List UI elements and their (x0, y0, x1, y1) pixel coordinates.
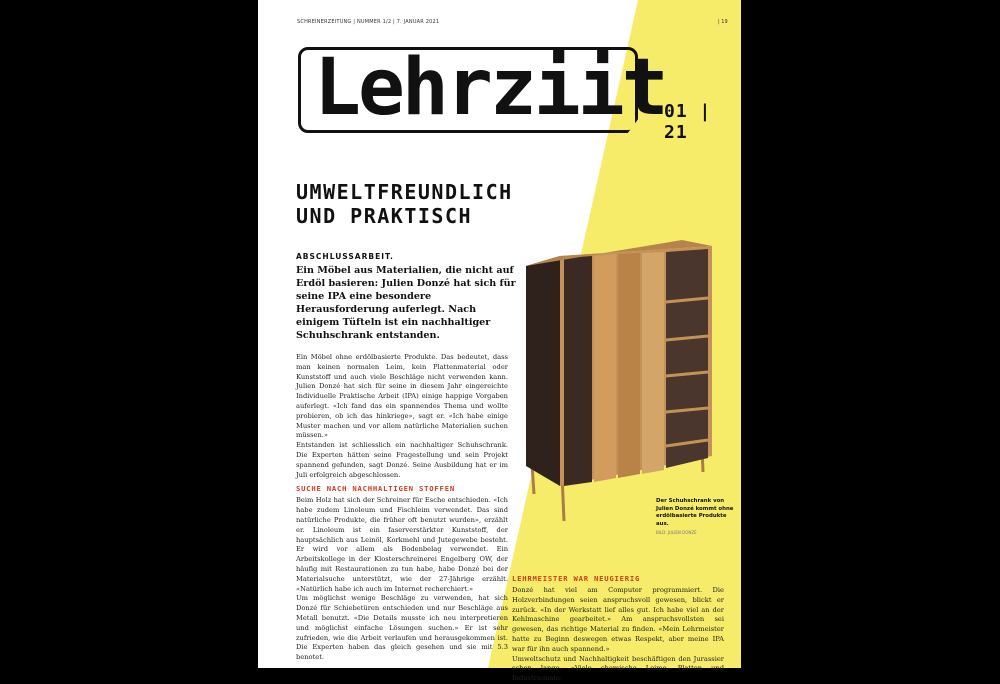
magazine-logo: Lehrziit (314, 43, 666, 133)
issue-number: 01 | 21 (664, 101, 712, 143)
paragraph: Donzé hat viel am Computer programmiert. Die Holzverbindungen seien anspruchsvoll gewesen, blickt er zurück. «In der Werkstatt lief alles gut. Ich habe viel an der Kehlmaschine gearbeitet.» Am anspruchsvollsten sei gewesen, das richtige Material zu finden. «Mein Lehrmeister hatte zu Beginn deswegen etwas Respekt, aber meine IPA war für ihn auch spannend.» (512, 586, 724, 653)
text-column-left (296, 353, 508, 663)
paragraph: Ein Möbel ohne erdölbasierte Produkte. Das bedeutet, dass man keinen normalen Leim, kein Plattenmaterial oder Kunststoff und auch viele Beschläge nicht verwenden kann. Julien Donzé hat sich für seine in diesem Jahr eingereichte Individuelle Praktische Arbeit (IPA) einige happige Vorgaben auferlegt. «Ich fand das ein spannendes Thema und wollte probieren, ob ich das hinkriege», sagt er. «Ich habe einige Muster machen und vor allem natürliche Materialien suchen müssen.» (296, 353, 508, 440)
paragraph: Entstanden ist schliesslich ein nachhaltiger Schuhschrank. Die Experten hätten seine Fragestellung und sein Projekt spannend gefunden, sagt Donzé. Seine Ausbildung hat er im Juli erfolgreich abgeschlossen. (296, 441, 508, 479)
running-head: SCHREINERZEITUNG | NUMMER 1/2 | 7. JANUAR 2021 (297, 19, 440, 25)
paragraph: Um möglichst wenige Beschläge zu verwenden, hat sich Donzé für Schiebetüren entschieden und nur Beschläge aus Metall benutzt. «Die Details musste ich neu interpretieren und möglichst einfache Lösungen suchen.» Er ist sehr zufrieden, wie die Arbeit verlaufen und herausgekommen ist. Die Experten haben das gleich gesehen und sie mit 5.3 benotet. (296, 594, 508, 662)
magazine-page (258, 0, 741, 683)
image-caption: Der Schuhschrank von Julien Donzé kommt ohne erdölbasierte Produkte aus. (656, 498, 734, 527)
article-kicker: ABSCHLUSSARBEIT. (296, 252, 394, 261)
paragraph: Umweltschutz und Nachhaltigkeit beschäftigen den Jurassier schon lange. «Viele chemische Leime, Platten und Industriemate- (512, 654, 724, 683)
text-column-right (512, 570, 724, 684)
headline-line-1: UMWELTFREUNDLICH (296, 180, 513, 204)
subheading: LEHRMEISTER WAR NEUGIERIG (512, 574, 641, 583)
article-headline (296, 180, 616, 228)
page-number: | 19 (718, 19, 728, 25)
paragraph: Beim Holz hat sich der Schreiner für Esche entschieden. «Ich habe zudem Linoleum und Fischleim verwendet. Das sind natürliche Produkte, die früher oft benutzt wurden», erzählt er. Linoleum ist ein faserverstärkter Kunststoff, der hauptsächlich aus Leinöl, Korkmehl und Jutegewebe besteht. Er wird vor allem als Bodenbelag verwendet. Ein Arbeitskollege in der Klosterschreinerei Engelberg OW, der häufig mit Restaurationen zu tun habe, habe Donzé bei der Materialsuche unterstützt, wie der 27-Jährige erzählt. «Natürlich habe ich auch im Internet recherchiert.» (296, 496, 508, 593)
shoe-cabinet-photo (522, 236, 722, 526)
subheading: SUCHE NACH NACHHALTIGEN STOFFEN (296, 484, 455, 494)
article-lead: Ein Möbel aus Materialien, die nicht auf Erdöl basieren: Julien Donzé hat sich für seine IPA eine besondere Herausforderung auferlegt. Nach einigem Tüfteln ist ein nachhaltiger Schuhschrank entstanden. (296, 265, 516, 341)
headline-line-2: UND PRAKTISCH (296, 204, 473, 228)
image-credit: BILD: JULIEN DONZÉ (656, 530, 697, 535)
